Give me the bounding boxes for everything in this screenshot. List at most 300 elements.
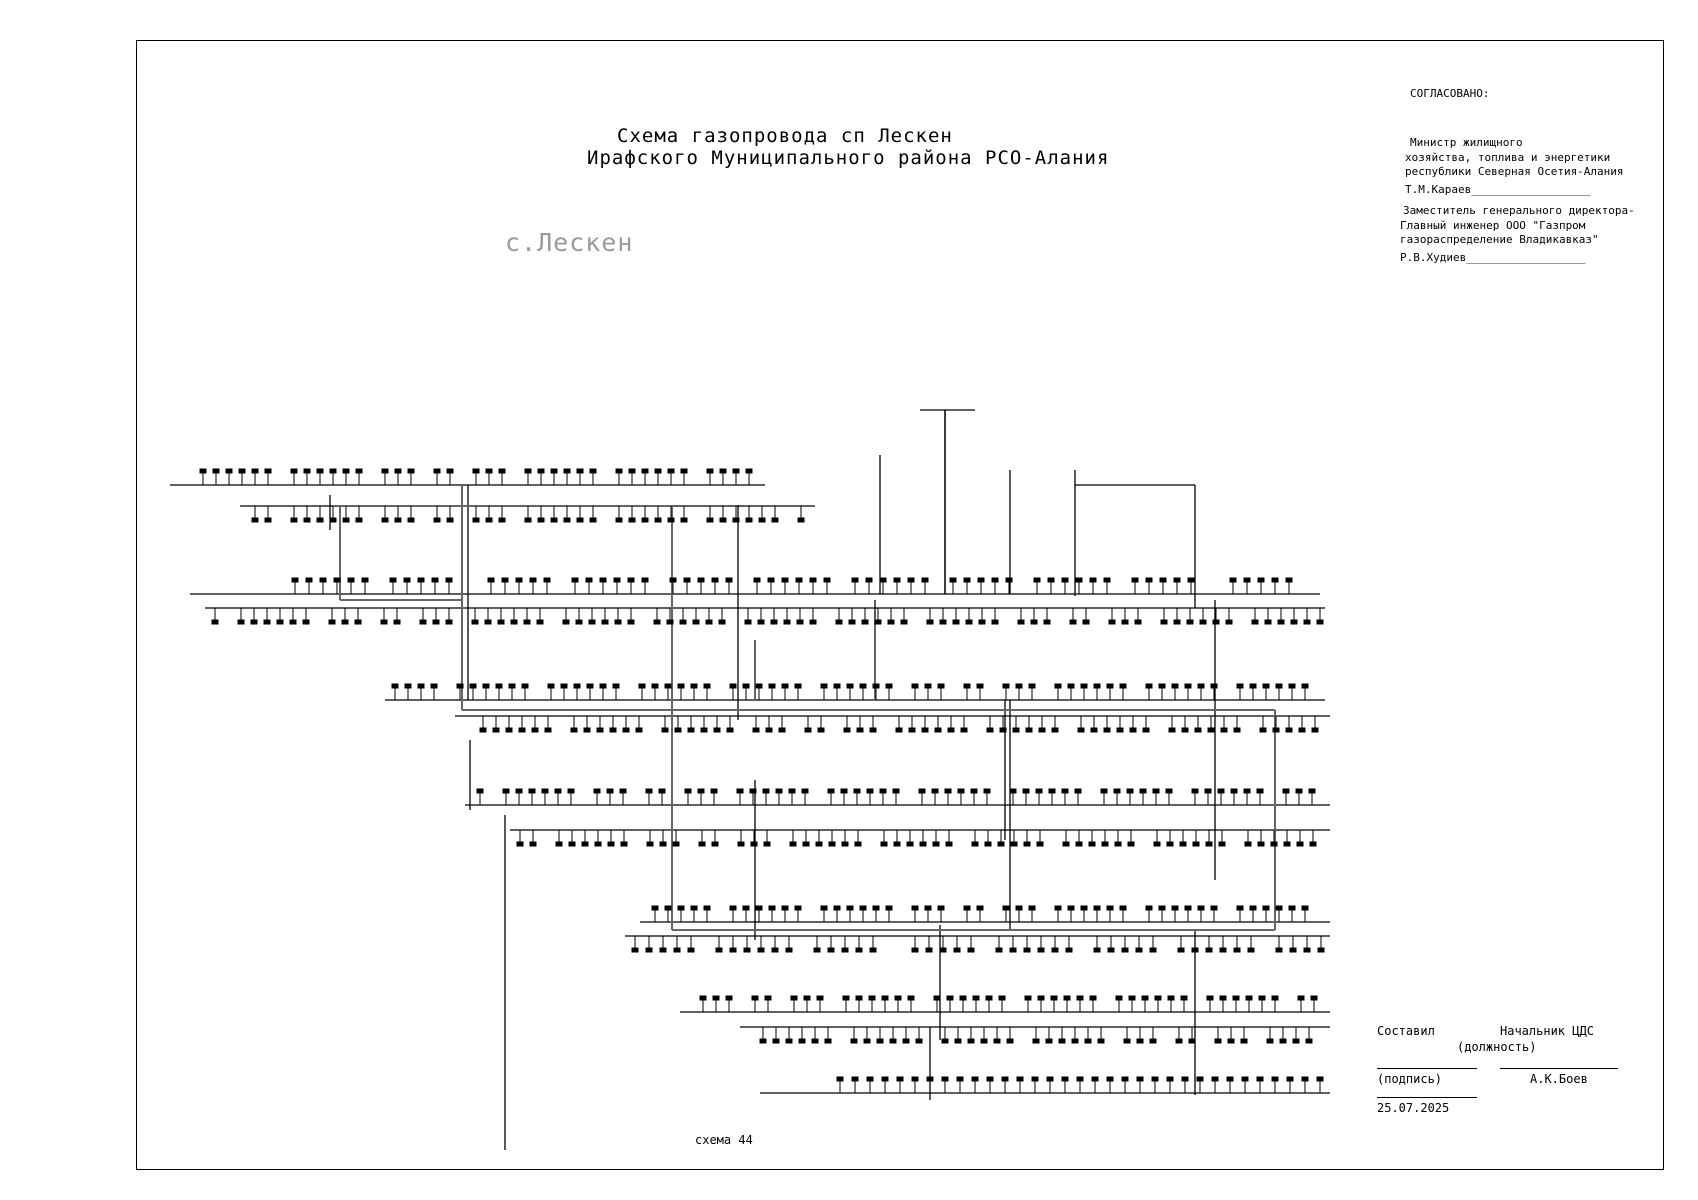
house-tap [1272, 996, 1278, 1012]
house-tap [933, 830, 939, 846]
house-tap [1227, 1077, 1233, 1093]
house-tap [847, 906, 853, 922]
house-tap [942, 1077, 948, 1093]
house-tap [999, 996, 1005, 1012]
house-tap [720, 506, 726, 522]
house-tap [1245, 830, 1251, 846]
house-tap [277, 608, 283, 624]
house-tap [1007, 1027, 1013, 1043]
house-tap [897, 1077, 903, 1093]
house-tap [1039, 716, 1045, 732]
house-tap [1182, 1077, 1188, 1093]
title-line-2: Ирафского Муниципального района РСО-Алания [587, 147, 1110, 169]
house-tap [348, 578, 354, 594]
house-tap [1047, 1077, 1053, 1093]
house-tap [964, 906, 970, 922]
house-tap [907, 830, 913, 846]
house-tap [264, 608, 270, 624]
house-tap [1024, 830, 1030, 846]
house-tap [1241, 1027, 1247, 1043]
house-tap [753, 716, 759, 732]
house-tap [1248, 936, 1254, 952]
house-tap [1140, 789, 1146, 805]
house-tap [912, 1077, 918, 1093]
house-tap [1198, 906, 1204, 922]
house-tap [1185, 906, 1191, 922]
house-tap [1033, 1027, 1039, 1043]
house-tap [1280, 1027, 1286, 1043]
house-tap [646, 789, 652, 805]
house-tap [1146, 578, 1152, 594]
house-tap [1260, 716, 1266, 732]
house-tap [390, 578, 396, 594]
house-tap [754, 578, 760, 594]
house-tap [727, 716, 733, 732]
house-tap [434, 469, 440, 485]
house-tap [532, 716, 538, 732]
house-tap [1234, 716, 1240, 732]
house-tap [551, 506, 557, 522]
house-tap [738, 830, 744, 846]
house-tap [1293, 1027, 1299, 1043]
house-tap [981, 1027, 987, 1043]
house-tap [856, 996, 862, 1012]
house-tap [674, 936, 680, 952]
house-tap [920, 830, 926, 846]
house-tap [1029, 906, 1035, 922]
house-tap [1038, 996, 1044, 1012]
house-tap [919, 789, 925, 805]
house-tap [1160, 578, 1166, 594]
house-tap [572, 578, 578, 594]
house-tap [901, 608, 907, 624]
house-tap [355, 608, 361, 624]
house-tap [473, 469, 479, 485]
house-tap [1089, 830, 1095, 846]
house-tap [1276, 684, 1282, 700]
house-tap [996, 936, 1002, 952]
house-tap [707, 469, 713, 485]
house-tap [841, 789, 847, 805]
house-tap [530, 578, 536, 594]
house-tap [529, 789, 535, 805]
house-tap [790, 830, 796, 846]
house-tap [927, 1077, 933, 1093]
house-tap [870, 936, 876, 952]
house-tap [418, 578, 424, 594]
house-tap [613, 684, 619, 700]
house-tap [804, 996, 810, 1012]
house-tap [639, 684, 645, 700]
name-value: А.К.Боев [1530, 1072, 1588, 1086]
deputy-title-1: Заместитель генерального директора- [1403, 204, 1635, 217]
house-tap [1258, 578, 1264, 594]
house-tap [538, 506, 544, 522]
house-tap [544, 578, 550, 594]
house-tap [404, 578, 410, 594]
house-tap [418, 684, 424, 700]
house-tap [1034, 578, 1040, 594]
house-tap [955, 1027, 961, 1043]
house-tap [678, 684, 684, 700]
house-tap [882, 996, 888, 1012]
house-tap [564, 469, 570, 485]
house-tap [946, 830, 952, 846]
house-tap [699, 830, 705, 846]
house-tap [1304, 608, 1310, 624]
house-tap [480, 716, 486, 732]
house-tap [652, 684, 658, 700]
house-tap [600, 578, 606, 594]
house-tap [1250, 684, 1256, 700]
house-tap [1143, 716, 1149, 732]
house-tap [684, 578, 690, 594]
house-tap [1016, 906, 1022, 922]
house-tap [668, 506, 674, 522]
house-tap [693, 608, 699, 624]
house-tap [488, 578, 494, 594]
house-tap [1289, 906, 1295, 922]
approval-heading: СОГЛАСОВАНО: [1410, 87, 1490, 100]
house-tap [1059, 1027, 1065, 1043]
house-tap [432, 578, 438, 594]
house-tap [756, 684, 762, 700]
house-tap [226, 469, 232, 485]
house-tap [926, 936, 932, 952]
house-tap [1273, 716, 1279, 732]
house-tap [786, 936, 792, 952]
house-tap [862, 608, 868, 624]
house-tap [957, 1077, 963, 1093]
house-tap [673, 830, 679, 846]
house-tap [447, 469, 453, 485]
house-tap [984, 789, 990, 805]
house-tap [998, 830, 1004, 846]
house-tap [791, 996, 797, 1012]
house-tap [610, 716, 616, 732]
deputy-signature: Р.В.Худиев__________________ [1400, 251, 1586, 264]
house-tap [1244, 789, 1250, 805]
house-tap [486, 469, 492, 485]
house-tap [726, 578, 732, 594]
house-tap [1169, 716, 1175, 732]
house-tap [1198, 684, 1204, 700]
house-tap [1094, 936, 1100, 952]
minister-title-2: хозяйства, топлива и энергетики [1405, 151, 1611, 164]
house-tap [1284, 830, 1290, 846]
house-tap [1142, 996, 1148, 1012]
house-tap [291, 506, 297, 522]
house-tap [1211, 684, 1217, 700]
house-tap [602, 608, 608, 624]
house-tap [1124, 1027, 1130, 1043]
house-tap [1130, 716, 1136, 732]
house-tap [1052, 716, 1058, 732]
house-tap [829, 830, 835, 846]
house-tap [938, 684, 944, 700]
house-tap [1013, 716, 1019, 732]
house-tap [691, 906, 697, 922]
house-tap [1182, 716, 1188, 732]
house-tap [1154, 830, 1160, 846]
house-tap [1200, 608, 1206, 624]
house-tap [678, 906, 684, 922]
house-tap [688, 936, 694, 952]
house-tap [987, 1077, 993, 1093]
house-tap [886, 684, 892, 700]
house-tap [857, 716, 863, 732]
house-tap [912, 684, 918, 700]
house-tap [825, 1027, 831, 1043]
house-tap [867, 1077, 873, 1093]
house-tap [395, 506, 401, 522]
house-tap [252, 469, 258, 485]
house-tap [1081, 684, 1087, 700]
house-tap [431, 684, 437, 700]
house-tap [213, 469, 219, 485]
house-tap [1231, 789, 1237, 805]
house-tap [564, 506, 570, 522]
village-label: с.Лескен [505, 228, 634, 257]
deputy-title-2: Главный инженер ООО "Газпром [1400, 219, 1586, 232]
house-tap [1107, 906, 1113, 922]
house-tap [834, 906, 840, 922]
house-tap [938, 906, 944, 922]
house-tap [665, 906, 671, 922]
house-tap [542, 789, 548, 805]
house-tap [1228, 1027, 1234, 1043]
house-tap [1220, 936, 1226, 952]
house-tap [854, 789, 860, 805]
house-tap [525, 469, 531, 485]
house-tap [768, 578, 774, 594]
house-tap [908, 578, 914, 594]
house-tap [251, 608, 257, 624]
house-tap [1055, 684, 1061, 700]
house-tap [1127, 789, 1133, 805]
house-tap [556, 830, 562, 846]
house-tap [568, 789, 574, 805]
house-tap [1167, 1077, 1173, 1093]
house-tap [1094, 684, 1100, 700]
house-tap [908, 996, 914, 1012]
house-tap [502, 578, 508, 594]
house-tap [1192, 789, 1198, 805]
house-tap [1120, 906, 1126, 922]
house-tap [1146, 684, 1152, 700]
house-tap [1244, 578, 1250, 594]
house-tap [922, 716, 928, 732]
house-tap [795, 906, 801, 922]
house-tap [356, 469, 362, 485]
house-tap [408, 469, 414, 485]
house-tap [616, 469, 622, 485]
house-tap [595, 830, 601, 846]
house-tap [934, 996, 940, 1012]
house-tap [1077, 996, 1083, 1012]
house-tap [1090, 996, 1096, 1012]
house-tap [1237, 906, 1243, 922]
house-tap [796, 578, 802, 594]
house-tap [1098, 1027, 1104, 1043]
house-tap [1094, 906, 1100, 922]
house-tap [662, 716, 668, 732]
house-tap [517, 830, 523, 846]
house-tap [1257, 789, 1263, 805]
house-tap [1129, 996, 1135, 1012]
house-tap [1178, 936, 1184, 952]
house-tap [935, 716, 941, 732]
house-tap [381, 608, 387, 624]
house-tap [1289, 684, 1295, 700]
house-tap [1213, 608, 1219, 624]
house-tap [265, 506, 271, 522]
house-tap [1122, 936, 1128, 952]
house-tap [652, 906, 658, 922]
house-tap [1195, 716, 1201, 732]
house-tap [894, 830, 900, 846]
house-tap [1299, 716, 1305, 732]
house-tap [912, 906, 918, 922]
house-tap [486, 506, 492, 522]
house-tap [818, 716, 824, 732]
house-tap [953, 608, 959, 624]
house-tap [743, 906, 749, 922]
house-tap [784, 608, 790, 624]
house-tap [1211, 906, 1217, 922]
house-tap [1226, 608, 1232, 624]
house-tap [238, 608, 244, 624]
house-tap [200, 469, 206, 485]
house-tap [1311, 996, 1317, 1012]
house-tap [1283, 789, 1289, 805]
house-tap [574, 684, 580, 700]
house-tap [586, 578, 592, 594]
house-tap [1068, 684, 1074, 700]
house-tap [1174, 578, 1180, 594]
house-tap [973, 996, 979, 1012]
house-tap [252, 506, 258, 522]
house-tap [1068, 906, 1074, 922]
house-tap [1234, 936, 1240, 952]
house-tap [880, 578, 886, 594]
house-tap [1205, 789, 1211, 805]
house-tap [555, 789, 561, 805]
house-tap [1159, 684, 1165, 700]
house-tap [1208, 716, 1214, 732]
house-tap [1010, 936, 1016, 952]
house-tap [292, 578, 298, 594]
house-tap [320, 578, 326, 594]
house-tap [842, 936, 848, 952]
house-tap [646, 936, 652, 952]
house-tap [799, 1027, 805, 1043]
house-tap [642, 506, 648, 522]
house-tap [1002, 1077, 1008, 1093]
house-tap [1076, 830, 1082, 846]
house-tap [773, 1027, 779, 1043]
house-tap [1168, 996, 1174, 1012]
house-tap [1257, 1077, 1263, 1093]
house-tap [655, 469, 661, 485]
house-tap [888, 608, 894, 624]
house-tap [842, 830, 848, 846]
house-tap [1116, 996, 1122, 1012]
house-tap [1302, 684, 1308, 700]
house-tap [1258, 830, 1264, 846]
house-tap [700, 996, 706, 1012]
house-tap [1081, 906, 1087, 922]
house-tap [597, 716, 603, 732]
house-tap [563, 608, 569, 624]
house-tap [434, 506, 440, 522]
house-tap [1252, 608, 1258, 624]
house-tap [1092, 1077, 1098, 1093]
house-tap [704, 906, 710, 922]
house-tap [681, 469, 687, 485]
house-tap [821, 906, 827, 922]
house-tap [954, 936, 960, 952]
house-tap [1272, 1077, 1278, 1093]
house-tap [632, 936, 638, 952]
house-tap [1115, 830, 1121, 846]
house-tap [1038, 936, 1044, 952]
house-tap [1189, 1027, 1195, 1043]
house-tap [828, 789, 834, 805]
house-tap [860, 684, 866, 700]
house-tap [1132, 578, 1138, 594]
house-tap [1107, 1077, 1113, 1093]
house-tap [713, 996, 719, 1012]
house-tap [927, 608, 933, 624]
house-tap [582, 830, 588, 846]
date-value: 25.07.2025 [1377, 1101, 1450, 1115]
house-tap [1291, 608, 1297, 624]
house-tap [1024, 936, 1030, 952]
house-tap [306, 578, 312, 594]
house-tap [873, 906, 879, 922]
house-tap [1161, 608, 1167, 624]
house-tap [912, 936, 918, 952]
house-tap [530, 830, 536, 846]
house-tap [1006, 578, 1012, 594]
house-tap [1317, 608, 1323, 624]
house-tap [1063, 830, 1069, 846]
house-tap [1029, 684, 1035, 700]
house-tap [733, 469, 739, 485]
house-tap [691, 684, 697, 700]
house-tap [688, 716, 694, 732]
house-tap [343, 506, 349, 522]
house-tap [330, 506, 336, 522]
house-tap [852, 1077, 858, 1093]
house-tap [329, 608, 335, 624]
house-tap [1018, 608, 1024, 624]
house-tap [433, 608, 439, 624]
house-tap [629, 506, 635, 522]
house-tap [525, 506, 531, 522]
house-tap [971, 789, 977, 805]
house-tap [548, 684, 554, 700]
house-tap [1187, 608, 1193, 624]
house-tap [940, 936, 946, 952]
house-tap [1176, 1027, 1182, 1043]
house-tap [590, 506, 596, 522]
house-tap [836, 608, 842, 624]
house-tap [537, 608, 543, 624]
house-tap [668, 469, 674, 485]
house-tap [600, 684, 606, 700]
